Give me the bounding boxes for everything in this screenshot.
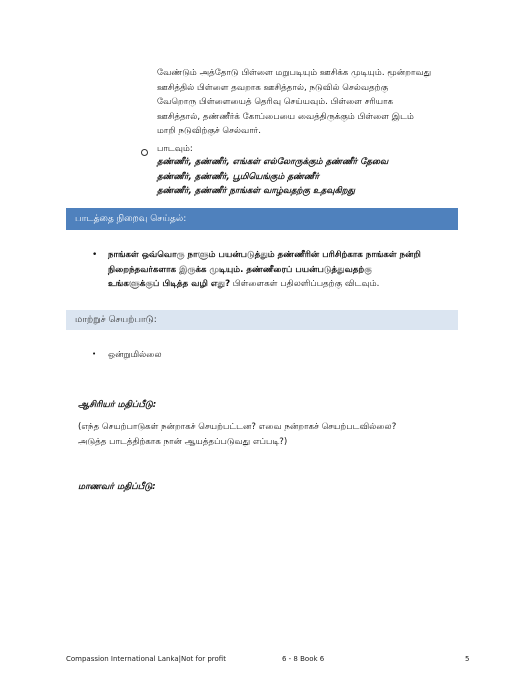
evaluation-line: (எந்த செயற்பாடுகள் நன்றாகச் செயற்பட்டன? எவை நன்றாகச் செயற்படவில்லை? <box>78 422 397 432</box>
song-line: தண்ணீர், தண்ணீர், பூமியெங்கும் தண்ணீர் <box>157 171 319 182</box>
student-evaluation-heading: மாணவர் மதிப்பீடு: <box>78 482 156 492</box>
song-line: தண்ணீர், தண்ணீர், எங்கள் எல்லோருக்கும் தண்ணீர் தேவை <box>157 157 389 167</box>
footer-organization: Compassion International Lanka|Not for profit <box>66 655 226 663</box>
closing-question <box>108 248 458 292</box>
paragraph-line: ஊசித்தில் பிள்ளை தவறாக ஊசித்தால், நடுவில் செல்வதற்கு <box>157 82 389 93</box>
closing-line: நிறைந்தவர்களாக இருக்க முடியும். தண்ணீரைப் பயன்படுத்துவதற்கு <box>108 264 372 275</box>
song-line: தண்ணீர், தண்ணீர் நாங்கள் வாழ்வதற்கு உதவுகிறது <box>157 186 355 197</box>
page-number: 5 <box>465 655 470 663</box>
paragraph-line: வேறொரு பிள்ளையைத் தெரிவு செய்யவும். பிள்ளை சரியாக <box>157 97 394 108</box>
closing-line-last <box>108 277 458 292</box>
song-label: பாடவும்: <box>157 144 193 154</box>
section-header-alternative-activity: மாற்றுச் செயற்பாடு: <box>66 310 458 330</box>
bullet-icon: • <box>92 350 97 358</box>
hollow-bullet-icon <box>141 149 148 156</box>
bullet-icon: • <box>92 250 98 260</box>
section-header-complete-lesson: பாடத்தை நிறைவு செய்தல்: <box>66 208 458 230</box>
song-lyrics <box>157 155 457 199</box>
paragraph-line: ஊசித்தால், தண்ணீர்க் கோப்பையை வைத்திருக்கும் பிள்ளை இடம் <box>157 111 414 122</box>
paragraph-line: வேண்டும் அத்தோடு பிள்ளை மறுபடியும் ஊசிக்க முடியும். மூன்றாவது <box>157 68 432 78</box>
closing-question-text: உங்களுக்குப் பிடித்த வழி எது? <box>108 279 231 290</box>
teacher-evaluation-heading: ஆசிரியர் மதிப்பீடு: <box>78 400 157 410</box>
teacher-evaluation-prompt <box>78 420 458 449</box>
evaluation-line: அடுத்த பாடத்திற்காக நான் ஆயத்தப்படுவது எப்படி?) <box>78 436 288 447</box>
instruction-paragraph <box>157 66 457 139</box>
closing-instruction-text: பிள்ளைகள் பதிலளிப்பதற்கு விடவும். <box>230 279 380 290</box>
closing-line: நாங்கள் ஒவ்வொரு நாளும் பயன்படுத்தும் தண்ணீரின் பரிசிற்காக நாங்கள் நன்றி <box>108 250 421 260</box>
footer-book: 6 - 8 Book 6 <box>282 655 325 663</box>
alternative-activity-item: ஒன்றுமில்லை <box>108 350 162 360</box>
paragraph-line: மாறி நடுவிற்குச் செல்வார். <box>157 126 261 137</box>
